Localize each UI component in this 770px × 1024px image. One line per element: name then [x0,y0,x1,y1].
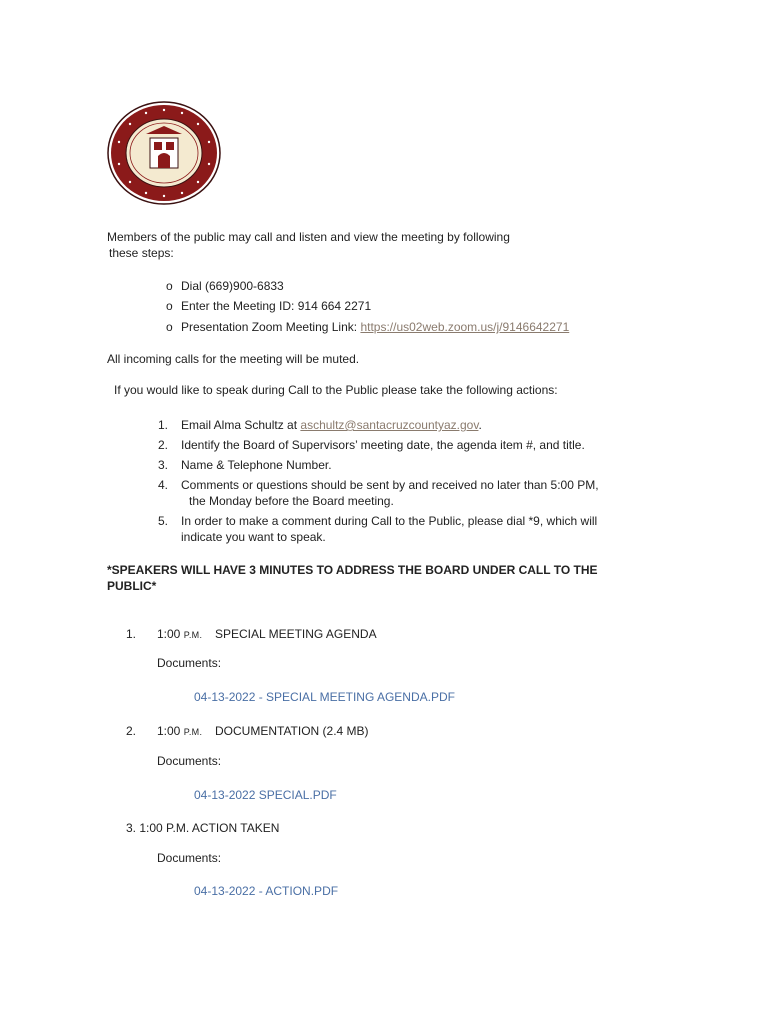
action-number: 1. [158,418,169,432]
action-number: 2. [158,438,169,452]
step-item [166,279,284,293]
action-item [158,438,585,452]
speak-intro: If you would like to speak during Call to the Public please take the following actions: [114,383,558,397]
documents-label: Documents: [157,754,222,768]
document-link[interactable]: 04-13-2022 - ACTION.PDF [194,884,339,898]
action-number: 5. [158,514,169,528]
documents-label: Documents: [157,851,222,865]
documents-label: Documents: [157,656,222,670]
step-item [166,320,570,334]
intro-line-2: these steps: [109,246,174,260]
action-text: Comments or questions should be sent by and received no later than 5:00 PM, [181,478,599,492]
action-text-continued: the Monday before the Board meeting. [189,494,394,508]
bullet: o [166,279,173,293]
step-text: Presentation Zoom Meeting Link: [181,320,361,334]
intro-line-1: Members of the public may call and listen and view the meeting by following [107,230,510,244]
agenda-item-title: DOCUMENTATION (2.4 MB) [215,724,369,738]
bullet: o [166,320,173,334]
action-item [158,458,332,472]
step-text: Enter the Meeting ID: 914 664 2271 [181,299,372,313]
step-item [166,299,372,313]
agenda-item-number: 2. [126,724,137,738]
speakers-notice-line-2: PUBLIC* [107,579,157,593]
action-item: 1. Email Alma Schultz at aschultz@santacruzcountyaz.gov. [158,418,482,432]
step-text: Dial (669)900-6833 [181,279,284,293]
document-link[interactable]: 04-13-2022 SPECIAL.PDF [194,788,337,802]
action-text-continued: indicate you want to speak. [181,530,326,544]
county-seal-icon [106,100,222,206]
bullet: o [166,299,173,313]
action-text: Email Alma Schultz at [181,418,301,432]
agenda-item-time: 1:00 P.M. [157,627,203,641]
action-text: In order to make a comment during Call to the Public, please dial *9, which will [181,514,598,528]
muted-note: All incoming calls for the meeting will be muted. [107,352,360,366]
action-item [158,514,598,528]
agenda-item-title: SPECIAL MEETING AGENDA [215,627,377,641]
agenda-item-time: 1:00 P.M. [157,724,203,738]
email-link[interactable]: aschultz@santacruzcountyaz.gov [300,418,479,432]
agenda-item-heading: 3. 1:00 P.M. ACTION TAKEN [126,821,280,835]
document-link[interactable]: 04-13-2022 - SPECIAL MEETING AGENDA.PDF [194,690,455,704]
action-number: 3. [158,458,169,472]
action-number: 4. [158,478,169,492]
agenda-item-number: 1. [126,627,137,641]
zoom-meeting-link[interactable]: https://us02web.zoom.us/j/9146642271 [360,320,570,334]
speakers-notice-line-1: *SPEAKERS WILL HAVE 3 MINUTES TO ADDRESS THE BOARD UNDER CALL TO THE [107,563,598,577]
action-text: Identify the Board of Supervisors’ meeting date, the agenda item #, and title. [181,438,585,452]
action-text: Name & Telephone Number. [181,458,332,472]
action-item [158,478,599,492]
